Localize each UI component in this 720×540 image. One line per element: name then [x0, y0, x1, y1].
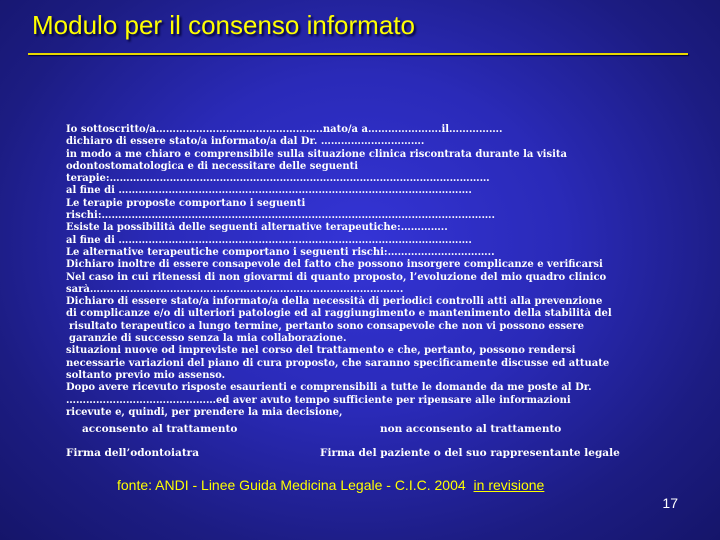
form-line: Esiste la possibilità delle seguenti alternative terapeutiche:………….. [66, 222, 448, 234]
form-line: risultato terapeutico a lungo termine, pertanto sono consapevole che non vi possono essere [69, 320, 585, 332]
form-line: in modo a me chiaro e comprensibile sulla situazione clinica riscontrata durante la visita [66, 148, 567, 160]
source-citation [117, 477, 544, 493]
form-line: odontostomatologica e di necessitare delle seguenti [66, 160, 359, 172]
source-text: fonte: ANDI - Linee Guida Medicina Legale - C.I.C. 2004 [117, 477, 466, 493]
form-line: terapie:…………………………………………………………………………………………………… [66, 173, 490, 185]
form-line: garanzie di successo senza la mia collaborazione. [69, 333, 347, 345]
page-number: 17 [662, 495, 678, 511]
form-line: Dichiaro inoltre di essere consapevole del fatto che possono insorgere complicanze e verificarsi [66, 259, 603, 271]
form-line: sarà…………………………………………………………………………………. [66, 283, 404, 295]
form-line: Dichiaro di essere stato/a informato/a della necessità di periodici controlli atti alla prevenzione [66, 296, 603, 308]
consent-yes-option: acconsento al trattamento [82, 423, 238, 435]
form-line: necessarie variazioni del piano di cura proposto, che saranno specificamente discusse ed attuate [66, 357, 610, 369]
patient-signature-label: Firma del paziente o del suo rappresentante legale [320, 447, 620, 459]
form-line: di complicanze e/o di ulteriori patologie ed al raggiungimento e mantenimento della stabilità del [66, 308, 612, 320]
form-line: situazioni nuove od impreviste nel corso del trattamento e che, pertanto, possono rendersi [66, 345, 576, 357]
form-line: ricevute e, quindi, per prendere la mia decisione, [66, 406, 343, 418]
dentist-signature-label: Firma dell’odontoiatra [66, 447, 200, 459]
form-line: Le terapie proposte comportano i seguenti [66, 197, 306, 209]
slide-title: Modulo per il consenso informato [32, 10, 415, 40]
form-line: dichiaro di essere stato/a informato/a dal Dr. …………………………. [66, 136, 425, 148]
form-line: Nel caso in cui ritenessi di non giovarmi di quanto proposto, l’evoluzione del mio quadro clinico [66, 271, 607, 283]
form-line: Io sottoscritto/a…………………………………………..nato/a a………………….il……………. [66, 124, 503, 135]
form-line: al fine di ……………………………………………………………………………………………. [66, 185, 472, 197]
form-line: al fine di ……………………………………………………………………………………………. [66, 234, 472, 246]
form-line: Le alternative terapeutiche comportano i seguenti rischi:………………………….. [66, 246, 495, 258]
title-underline [28, 53, 688, 55]
form-line: Dopo avere ricevuto risposte esaurienti e comprensibili a tutte le domande da me poste al Dr. [66, 382, 592, 394]
consent-form-body [66, 124, 626, 419]
form-line: rischi:………………………………………………………………………………………………………. [66, 210, 496, 222]
revision-link[interactable]: in revisione [473, 477, 545, 493]
consent-no-option: non acconsento al trattamento [380, 423, 562, 435]
form-line: soltanto previo mio assenso. [66, 369, 226, 381]
form-line: ………………………………………ed aver avuto tempo sufficiente per ripensare alle informazioni [66, 394, 571, 406]
